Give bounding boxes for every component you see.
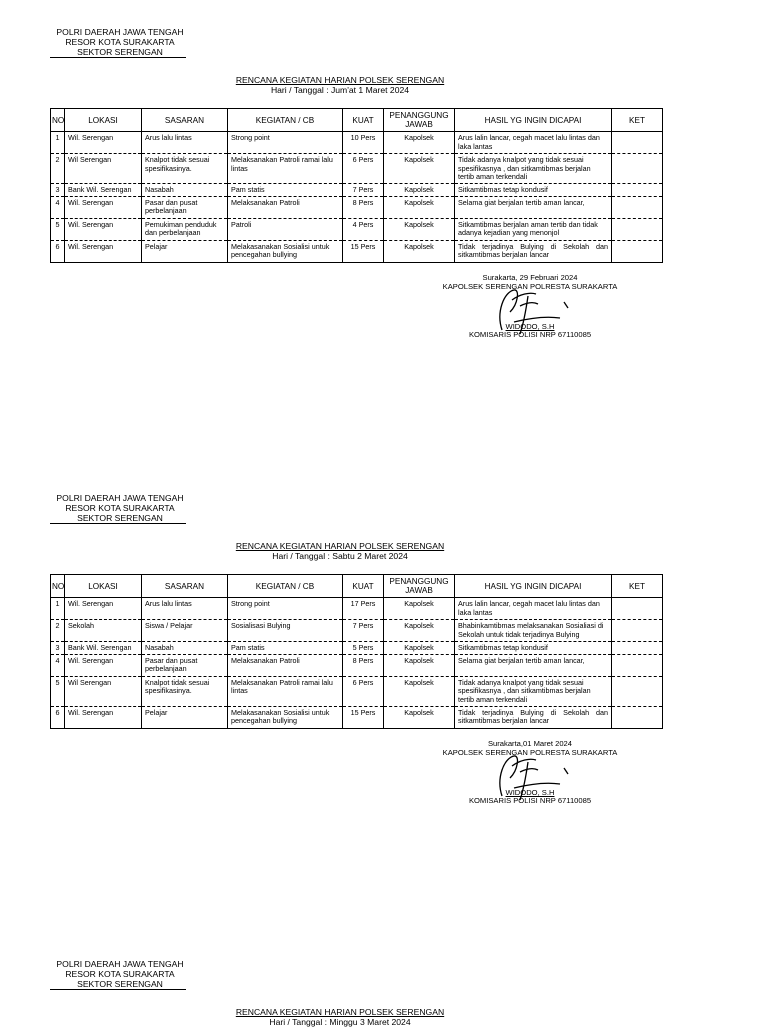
sign-title: KAPOLSEK SERENGAN POLRESTA SURAKARTA xyxy=(430,749,630,758)
letterhead-line-2: RESOR KOTA SURAKARTA xyxy=(50,37,190,47)
table-row xyxy=(51,620,663,642)
cell-no: 3 xyxy=(51,184,65,197)
cell-sasaran: Arus lalu lintas xyxy=(142,132,228,154)
letterhead xyxy=(50,959,190,990)
cell-penanggung-jawab: Kapolsek xyxy=(384,676,455,706)
cell-lokasi: Wil Serengan xyxy=(65,676,142,706)
table-row xyxy=(51,598,663,620)
cell-penanggung-jawab: Kapolsek xyxy=(384,184,455,197)
col-header-lokasi: LOKASI xyxy=(65,575,142,598)
cell-sasaran: Nasabah xyxy=(142,642,228,655)
col-header-kuat: KUAT xyxy=(343,575,384,598)
cell-no: 3 xyxy=(51,642,65,655)
cell-hasil: Tidak terjadinya Bulying di Sekolah dan sitkamtibmas berjalan lancar xyxy=(455,240,612,262)
cell-kuat: 15 Pers xyxy=(343,706,384,728)
cell-no: 1 xyxy=(51,598,65,620)
cell-no: 5 xyxy=(51,676,65,706)
cell-kegiatan: Pam statis xyxy=(228,642,343,655)
letterhead xyxy=(50,493,190,524)
col-header-lokasi: LOKASI xyxy=(65,109,142,132)
cell-kuat: 8 Pers xyxy=(343,196,384,218)
table-row xyxy=(51,184,663,197)
cell-ket xyxy=(612,598,663,620)
plan-title-block xyxy=(190,1008,490,1027)
cell-kegiatan: Strong point xyxy=(228,132,343,154)
cell-lokasi: Wil Serengan xyxy=(65,154,142,184)
cell-sasaran: Nasabah xyxy=(142,184,228,197)
letterhead-line-3: SEKTOR SERENGAN xyxy=(50,47,190,57)
cell-hasil: Selama giat berjalan tertib aman lancar, xyxy=(455,196,612,218)
cell-no: 2 xyxy=(51,154,65,184)
cell-sasaran: Pasar dan pusat perbelanjaan xyxy=(142,654,228,676)
letterhead-rule xyxy=(50,989,186,990)
cell-penanggung-jawab: Kapolsek xyxy=(384,620,455,642)
plan-date: Hari / Tanggal : Sabtu 2 Maret 2024 xyxy=(190,552,490,562)
table-row xyxy=(51,654,663,676)
plan-title-block xyxy=(190,76,490,95)
cell-ket xyxy=(612,184,663,197)
plan-title: RENCANA KEGIATAN HARIAN POLSEK SERENGAN xyxy=(190,1008,490,1018)
sign-title: KAPOLSEK SERENGAN POLRESTA SURAKARTA xyxy=(430,283,630,292)
cell-sasaran: Pelajar xyxy=(142,706,228,728)
cell-sasaran: Knalpot tidak sesuai spesifikasinya. xyxy=(142,676,228,706)
col-header-kegiatan: KEGIATAN / CB xyxy=(228,575,343,598)
table-row xyxy=(51,676,663,706)
cell-kuat: 5 Pers xyxy=(343,642,384,655)
cell-penanggung-jawab: Kapolsek xyxy=(384,132,455,154)
table-row xyxy=(51,132,663,154)
cell-penanggung-jawab: Kapolsek xyxy=(384,706,455,728)
cell-kegiatan: Melaksanakan Patroli ramai lalu lintas xyxy=(228,676,343,706)
table-row xyxy=(51,196,663,218)
plan-date: Hari / Tanggal : Jum'at 1 Maret 2024 xyxy=(190,86,490,96)
cell-sasaran: Knalpot tidak sesuai spesifikasinya. xyxy=(142,154,228,184)
cell-lokasi: Wil. Serengan xyxy=(65,598,142,620)
signatory-rank: KOMISARIS POLISI NRP 67110085 xyxy=(455,797,605,805)
cell-penanggung-jawab: Kapolsek xyxy=(384,154,455,184)
letterhead-rule xyxy=(50,57,186,58)
table-row xyxy=(51,706,663,728)
cell-hasil: Arus lalin lancar, cegah macet lalu lintas dan laka lantas xyxy=(455,132,612,154)
cell-ket xyxy=(612,620,663,642)
letterhead xyxy=(50,27,190,58)
col-header-hasil: HASIL YG INGIN DICAPAI xyxy=(455,109,612,132)
cell-kuat: 15 Pers xyxy=(343,240,384,262)
cell-hasil: Selama giat berjalan tertib aman lancar, xyxy=(455,654,612,676)
cell-kuat: 4 Pers xyxy=(343,218,384,240)
cell-sasaran: Arus lalu lintas xyxy=(142,598,228,620)
sign-place-date: Surakarta, 29 Februari 2024 xyxy=(430,274,630,283)
cell-no: 4 xyxy=(51,196,65,218)
cell-kuat: 7 Pers xyxy=(343,184,384,197)
signatory-name: WIDODO, S.H xyxy=(455,323,605,331)
col-header-penanggung-jawab: PENANGGUNG JAWAB xyxy=(384,109,455,132)
letterhead-line-1: POLRI DAERAH JAWA TENGAH xyxy=(50,493,190,503)
cell-no: 6 xyxy=(51,706,65,728)
cell-kuat: 17 Pers xyxy=(343,598,384,620)
cell-hasil: Sitkamtibmas tetap kondusif xyxy=(455,184,612,197)
cell-penanggung-jawab: Kapolsek xyxy=(384,218,455,240)
table-header-row xyxy=(51,109,663,132)
table-header-row xyxy=(51,575,663,598)
cell-kuat: 6 Pers xyxy=(343,154,384,184)
cell-ket xyxy=(612,654,663,676)
plan-title: RENCANA KEGIATAN HARIAN POLSEK SERENGAN xyxy=(190,76,490,86)
col-header-ket: KET xyxy=(612,575,663,598)
letterhead-line-1: POLRI DAERAH JAWA TENGAH xyxy=(50,959,190,969)
col-header-hasil: HASIL YG INGIN DICAPAI xyxy=(455,575,612,598)
cell-penanggung-jawab: Kapolsek xyxy=(384,598,455,620)
cell-ket xyxy=(612,218,663,240)
cell-sasaran: Pasar dan pusat perbelanjaan xyxy=(142,196,228,218)
cell-kegiatan: Melakasanakan Sosialisi untuk pencegahan bullying xyxy=(228,706,343,728)
cell-no: 5 xyxy=(51,218,65,240)
letterhead-line-3: SEKTOR SERENGAN xyxy=(50,979,190,989)
plan-title-block xyxy=(190,542,490,561)
plan-date: Hari / Tanggal : Minggu 3 Maret 2024 xyxy=(190,1018,490,1027)
cell-lokasi: Sekolah xyxy=(65,620,142,642)
cell-penanggung-jawab: Kapolsek xyxy=(384,642,455,655)
letterhead-line-1: POLRI DAERAH JAWA TENGAH xyxy=(50,27,190,37)
sign-place-date: Surakarta,01 Maret 2024 xyxy=(430,740,630,749)
signatory-name: WIDODO, S.H xyxy=(455,789,605,797)
plan-table xyxy=(50,108,663,263)
cell-hasil: Sitkamtibmas berjalan aman tertib dan tidak adanya kejadian yang menonjol xyxy=(455,218,612,240)
cell-lokasi: Bank Wil. Serengan xyxy=(65,642,142,655)
table-row xyxy=(51,240,663,262)
col-header-penanggung-jawab: PENANGGUNG JAWAB xyxy=(384,575,455,598)
cell-ket xyxy=(612,132,663,154)
cell-kegiatan: Sosialisasi Bulying xyxy=(228,620,343,642)
cell-no: 2 xyxy=(51,620,65,642)
cell-kuat: 8 Pers xyxy=(343,654,384,676)
cell-ket xyxy=(612,240,663,262)
cell-lokasi: Wil. Serengan xyxy=(65,196,142,218)
col-header-kegiatan: KEGIATAN / CB xyxy=(228,109,343,132)
letterhead-line-3: SEKTOR SERENGAN xyxy=(50,513,190,523)
col-header-no: NO xyxy=(51,109,65,132)
cell-lokasi: Wil. Serengan xyxy=(65,240,142,262)
table-row xyxy=(51,154,663,184)
plan-table xyxy=(50,574,663,729)
cell-no: 6 xyxy=(51,240,65,262)
cell-sasaran: Pemukiman penduduk dan perbelanjaan xyxy=(142,218,228,240)
letterhead-line-2: RESOR KOTA SURAKARTA xyxy=(50,969,190,979)
plan-title: RENCANA KEGIATAN HARIAN POLSEK SERENGAN xyxy=(190,542,490,552)
cell-sasaran: Pelajar xyxy=(142,240,228,262)
cell-kuat: 10 Pers xyxy=(343,132,384,154)
cell-penanggung-jawab: Kapolsek xyxy=(384,196,455,218)
cell-ket xyxy=(612,196,663,218)
cell-hasil: Arus lalin lancar, cegah macet lalu lintas dan laka lantas xyxy=(455,598,612,620)
cell-hasil: Sitkamtibmas tetap kondusif xyxy=(455,642,612,655)
cell-kegiatan: Melaksanakan Patroli ramai lalu lintas xyxy=(228,154,343,184)
cell-ket xyxy=(612,642,663,655)
cell-ket xyxy=(612,154,663,184)
letterhead-line-2: RESOR KOTA SURAKARTA xyxy=(50,503,190,513)
cell-penanggung-jawab: Kapolsek xyxy=(384,654,455,676)
cell-no: 4 xyxy=(51,654,65,676)
cell-kegiatan: Strong point xyxy=(228,598,343,620)
signatory-block xyxy=(455,323,605,339)
cell-kegiatan: Melakasanakan Sosialisi untuk pencegahan bullying xyxy=(228,240,343,262)
cell-ket xyxy=(612,676,663,706)
col-header-sasaran: SASARAN xyxy=(142,109,228,132)
cell-kuat: 7 Pers xyxy=(343,620,384,642)
cell-kegiatan: Pam statis xyxy=(228,184,343,197)
cell-kegiatan: Melaksanakan Patroli xyxy=(228,196,343,218)
signatory-rank: KOMISARIS POLISI NRP 67110085 xyxy=(455,331,605,339)
cell-kuat: 6 Pers xyxy=(343,676,384,706)
col-header-sasaran: SASARAN xyxy=(142,575,228,598)
col-header-ket: KET xyxy=(612,109,663,132)
cell-hasil: Bhabinkamtibmas melaksanakan Sosialiasi di Sekolah untuk tidak terjadinya Bulying xyxy=(455,620,612,642)
signatory-block xyxy=(455,789,605,805)
cell-hasil: Tidak adanya knalpot yang tidak sesuai spesifikasnya , dan sitkamtibmas berjalan tertib aman terkendali xyxy=(455,154,612,184)
cell-sasaran: Siswa / Pelajar xyxy=(142,620,228,642)
table-row xyxy=(51,642,663,655)
cell-lokasi: Wil. Serengan xyxy=(65,654,142,676)
letterhead-rule xyxy=(50,523,186,524)
cell-ket xyxy=(612,706,663,728)
table-row xyxy=(51,218,663,240)
cell-lokasi: Wil. Serengan xyxy=(65,218,142,240)
cell-hasil: Tidak adanya knalpot yang tidak sesuai spesifikasnya , dan sitkamtibmas berjalan tertib aman terkendali xyxy=(455,676,612,706)
cell-kegiatan: Melaksanakan Patroli xyxy=(228,654,343,676)
cell-lokasi: Bank Wil. Serengan xyxy=(65,184,142,197)
cell-penanggung-jawab: Kapolsek xyxy=(384,240,455,262)
col-header-kuat: KUAT xyxy=(343,109,384,132)
cell-kegiatan: Patroli xyxy=(228,218,343,240)
cell-lokasi: Wil. Serengan xyxy=(65,132,142,154)
col-header-no: NO xyxy=(51,575,65,598)
cell-hasil: Tidak terjadinya Bulying di Sekolah dan sitkamtibmas berjalan lancar xyxy=(455,706,612,728)
cell-no: 1 xyxy=(51,132,65,154)
cell-lokasi: Wil. Serengan xyxy=(65,706,142,728)
